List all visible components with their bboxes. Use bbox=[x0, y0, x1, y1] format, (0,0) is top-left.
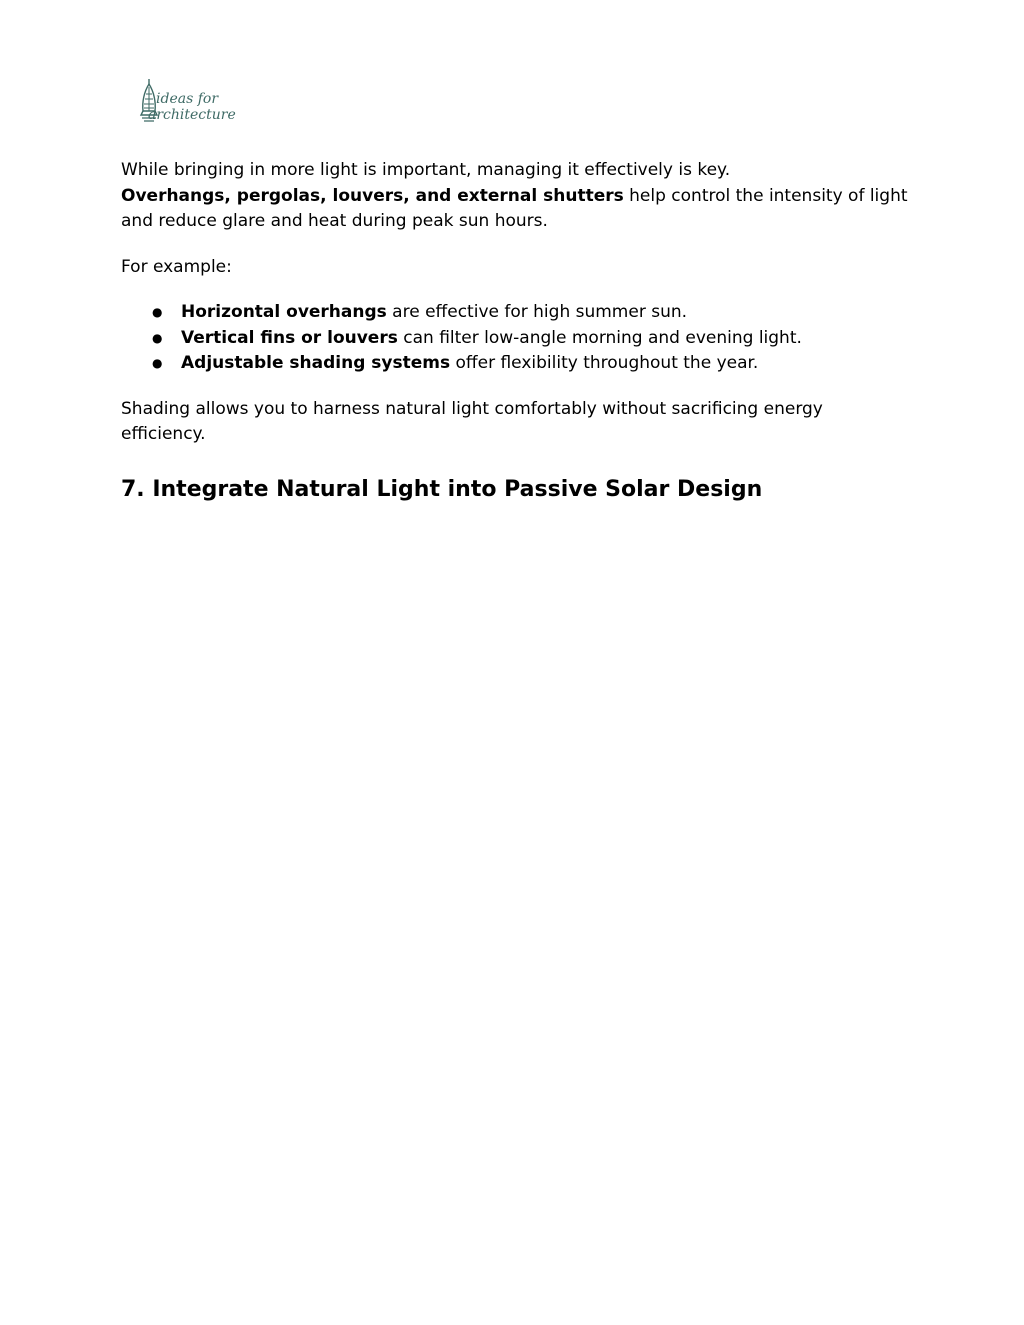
bullet-icon: ● bbox=[152, 330, 163, 345]
paragraph-shading-intro bbox=[121, 158, 911, 235]
bold-phrase: Overhangs, pergolas, louvers, and external shutters bbox=[121, 185, 624, 206]
bullet-list bbox=[121, 300, 911, 377]
list-item-text: can filter low-angle morning and evening light. bbox=[397, 327, 802, 348]
section-heading: 7. Integrate Natural Light into Passive Solar Design bbox=[121, 476, 763, 502]
list-item bbox=[121, 300, 911, 326]
bullet-icon: ● bbox=[152, 305, 163, 319]
logo-text-line1: ideas for bbox=[156, 91, 219, 107]
list-item bbox=[121, 351, 911, 377]
logo bbox=[137, 78, 236, 128]
bold-phrase: Adjustable shading systems bbox=[181, 353, 451, 373]
bold-phrase: Vertical fins or louvers bbox=[181, 327, 398, 348]
paragraph-text: While bringing in more light is important, managing it effectively is key. bbox=[121, 160, 731, 180]
paragraph-shading-summary: Shading allows you to harness natural light comfortably without sacrificing energy efficiency. bbox=[121, 398, 823, 444]
list-item-text: offer flexibility throughout the year. bbox=[450, 353, 759, 373]
bold-phrase: Horizontal overhangs bbox=[181, 302, 387, 322]
list-item-text: are effective for high summer sun. bbox=[386, 302, 688, 322]
paragraph-text: help control the intensity of light and reduce glare and heat during peak sun hours. bbox=[121, 185, 908, 231]
paragraph-for-example: For example: bbox=[121, 256, 232, 277]
list-item bbox=[121, 326, 911, 352]
bullet-icon: ● bbox=[152, 356, 163, 370]
document-body bbox=[121, 158, 911, 505]
logo-text-line2: architecture bbox=[148, 107, 236, 123]
